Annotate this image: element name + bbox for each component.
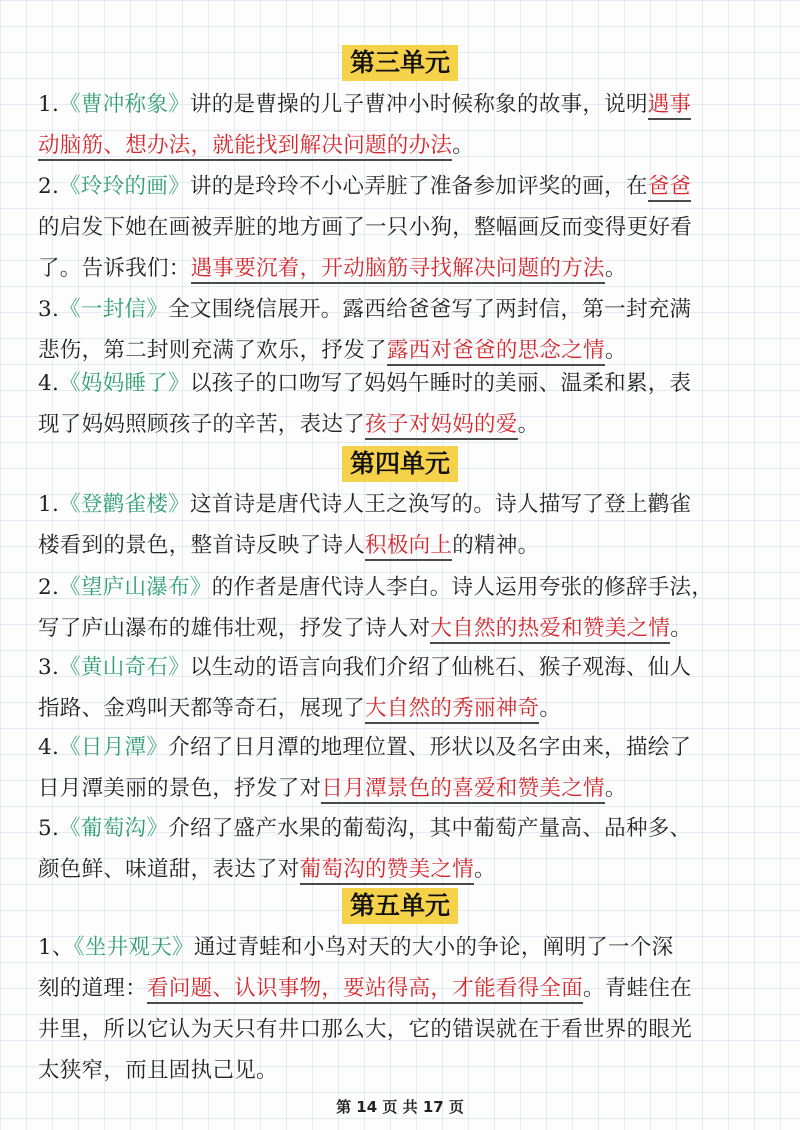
body-text: 以孩子的口吻写了妈妈午睡时的美丽、温柔和累，表 <box>189 371 692 396</box>
item-line <box>38 248 764 289</box>
lesson-title: 《曹冲称象》 <box>59 92 190 117</box>
item-line <box>38 1050 764 1091</box>
lesson-title: 《妈妈睡了》 <box>59 371 190 396</box>
item-line <box>38 768 764 809</box>
list-item <box>38 484 764 566</box>
key-point-highlight: 大自然的秀丽神奇 <box>365 696 539 724</box>
item-line <box>38 808 764 849</box>
body-text: 。 <box>452 133 475 158</box>
key-point-highlight: 动脑筋、想办法，就能找到解决问题的办法 <box>38 133 452 161</box>
body-text: 。 <box>604 776 627 801</box>
item-line <box>38 525 764 566</box>
body-text: 讲的是曹操的儿子曹冲小时候称象的故事，说明 <box>189 92 648 117</box>
body-text: 的启发下她在画被弄脏的地方画了一只小狗，整幅画反而变得更好看 <box>38 215 693 240</box>
item-line <box>38 968 764 1009</box>
item-line <box>38 1009 764 1050</box>
item-number: 4. <box>38 735 60 760</box>
key-point-highlight: 爸爸 <box>648 174 692 202</box>
body-text: 通过青蛙和小鸟对天的大小的争论，阐明了一个深 <box>193 935 674 960</box>
body-text: 指路、金鸡叫天都等奇石，展现了 <box>38 696 366 721</box>
lesson-title: 《一封信》 <box>59 297 169 322</box>
item-line <box>38 727 764 768</box>
list-item <box>38 363 764 445</box>
list-item <box>38 289 764 371</box>
item-line <box>38 404 764 445</box>
list-item <box>38 927 764 1091</box>
item-line <box>38 647 764 688</box>
list-item <box>38 84 764 166</box>
item-line <box>38 484 764 525</box>
key-point-highlight: 积极向上 <box>365 533 452 561</box>
body-text: 讲的是玲玲不小心弄脏了准备参加评奖的画，在 <box>189 174 648 199</box>
body-text: 以生动的语言向我们介绍了仙桃石、猴子观海、仙人 <box>189 655 692 680</box>
list-item <box>38 567 764 649</box>
lesson-title: 《黄山奇石》 <box>59 655 190 680</box>
lesson-title: 《望庐山瀑布》 <box>59 575 212 600</box>
body-text: 太狭窄，而且固执己见。 <box>38 1058 278 1083</box>
item-number: 5. <box>38 816 60 841</box>
body-text: 日月潭美丽的景色，抒发了对 <box>38 776 322 801</box>
item-line <box>38 849 764 890</box>
body-text: 。 <box>604 256 627 281</box>
body-text: 井里，所以它认为天只有井口那么大，它的错误就在于看世界的眼光 <box>38 1017 693 1042</box>
key-point-highlight: 遇事要沉着，开动脑筋寻找解决问题的方法 <box>191 256 605 284</box>
item-line <box>38 688 764 729</box>
key-point-highlight: 日月潭景色的喜爱和赞美之情 <box>321 776 604 804</box>
list-item <box>38 727 764 809</box>
item-line <box>38 84 764 125</box>
body-text: 。 <box>670 616 693 641</box>
key-point-highlight: 遇事 <box>648 92 692 120</box>
lesson-title: 《葡萄沟》 <box>59 816 169 841</box>
item-number: 1. <box>38 92 60 117</box>
body-text: 。 <box>604 338 627 363</box>
body-text: 楼看到的景色，整首诗反映了诗人 <box>38 533 366 558</box>
list-item <box>38 166 764 289</box>
key-point-highlight: 看问题、认识事物，要站得高，才能看得全面 <box>147 976 583 1004</box>
list-item <box>38 808 764 890</box>
item-number: 2. <box>38 174 60 199</box>
unit-heading: 第五单元 <box>0 888 800 924</box>
item-number: 3. <box>38 297 60 322</box>
item-line <box>38 166 764 207</box>
lesson-title: 《玲玲的画》 <box>59 174 190 199</box>
body-text: 。青蛙住在 <box>583 976 693 1001</box>
item-line <box>38 927 764 968</box>
body-text: 现了妈妈照顾孩子的辛苦，表达了 <box>38 412 366 437</box>
item-line <box>38 289 764 330</box>
body-text: 了。告诉我们： <box>38 256 191 281</box>
item-line <box>38 125 764 166</box>
item-number: 1、 <box>38 935 74 960</box>
item-line <box>38 363 764 404</box>
body-text: 刻的道理： <box>38 976 148 1001</box>
body-text: 颜色鲜、味道甜，表达了对 <box>38 857 300 882</box>
body-text: 悲伤，第二封则充满了欢乐，抒发了 <box>38 338 387 363</box>
body-text: 的作者是唐代诗人李白。诗人运用夸张的修辞手法， <box>211 575 714 600</box>
list-item <box>38 647 764 729</box>
item-line <box>38 207 764 248</box>
body-text: 介绍了盛产水果的葡萄沟，其中葡萄产量高、品种多、 <box>168 816 692 841</box>
body-text: 。 <box>474 857 496 882</box>
item-number: 3. <box>38 655 60 680</box>
item-line <box>38 608 764 649</box>
item-number: 4. <box>38 371 60 396</box>
key-point-highlight: 露西对爸爸的思念之情 <box>387 338 605 366</box>
body-text: 的精神。 <box>452 533 540 558</box>
unit-heading: 第三单元 <box>0 45 800 81</box>
body-text: 。 <box>517 412 540 437</box>
body-text: 全文围绕信展开。露西给爸爸写了两封信，第一封充满 <box>168 297 692 322</box>
unit-heading: 第四单元 <box>0 446 800 482</box>
body-text: 这首诗是唐代诗人王之涣写的。诗人描写了登上鹳雀 <box>189 492 692 517</box>
lesson-title: 《日月潭》 <box>59 735 169 760</box>
item-number: 1. <box>38 492 60 517</box>
body-text: 介绍了日月潭的地理位置、形状以及名字由来，描绘了 <box>168 735 692 760</box>
item-number: 2. <box>38 575 60 600</box>
lesson-title: 《坐井观天》 <box>73 935 194 960</box>
lesson-title: 《登鹳雀楼》 <box>59 492 190 517</box>
item-line <box>38 567 764 608</box>
key-point-highlight: 孩子对妈妈的爱 <box>365 412 518 440</box>
key-point-highlight: 大自然的热爱和赞美之情 <box>430 616 670 644</box>
body-text: 。 <box>539 696 562 721</box>
key-point-highlight: 葡萄沟的赞美之情 <box>300 857 474 885</box>
page-footer: 第 14 页 共 17 页 <box>336 1098 464 1116</box>
body-text: 写了庐山瀑布的雄伟壮观，抒发了诗人对 <box>38 616 431 641</box>
